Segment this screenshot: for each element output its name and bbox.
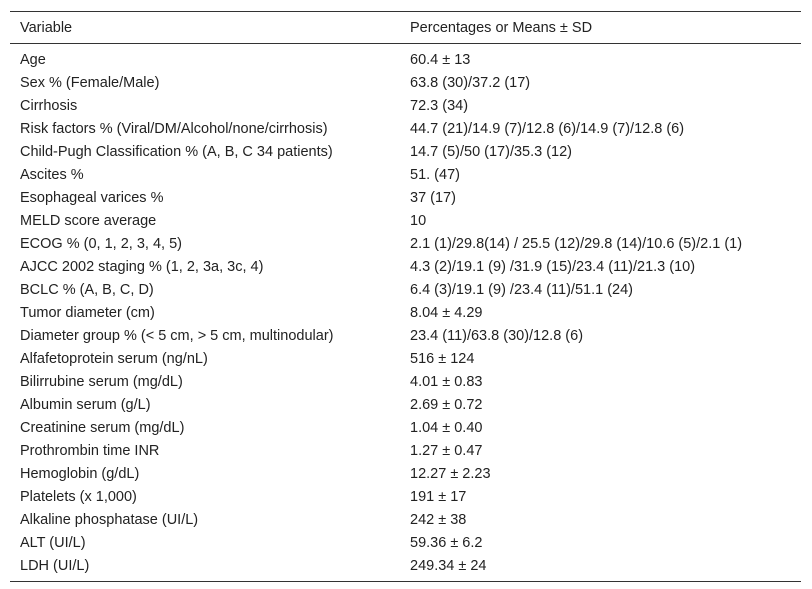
cell-variable: AJCC 2002 staging % (1, 2, 3a, 3c, 4) <box>20 258 264 275</box>
cell-variable: MELD score average <box>20 212 157 229</box>
table-row <box>10 278 801 301</box>
cell-value: 72.3 (34) <box>410 97 469 114</box>
table-row <box>10 209 801 232</box>
cell-variable: Bilirrubine serum (mg/dL) <box>20 373 183 390</box>
table-row <box>10 140 801 163</box>
cell-variable: ECOG % (0, 1, 2, 3, 4, 5) <box>20 235 182 252</box>
table-row <box>10 301 801 324</box>
table-row <box>10 71 801 94</box>
cell-variable: Prothrombin time INR <box>20 442 160 459</box>
cell-variable: Tumor diameter (cm) <box>20 304 155 321</box>
cell-variable: Risk factors % (Viral/DM/Alcohol/none/cirrhosis) <box>20 120 328 137</box>
cell-value: 6.4 (3)/19.1 (9) /23.4 (11)/51.1 (24) <box>410 281 633 298</box>
column-header-value: Percentages or Means ± SD <box>410 19 593 36</box>
cell-value: 249.34 ± 24 <box>410 557 487 574</box>
table-row <box>10 393 801 416</box>
cell-value: 4.3 (2)/19.1 (9) /31.9 (15)/23.4 (11)/21.3 (10) <box>410 258 696 275</box>
cell-value: 1.04 ± 0.40 <box>410 419 483 436</box>
table-header <box>10 12 801 44</box>
cell-value: 516 ± 124 <box>410 350 475 367</box>
cell-variable: Creatinine serum (mg/dL) <box>20 419 185 436</box>
cell-variable: Ascites % <box>20 166 84 183</box>
cell-value: 12.27 ± 2.23 <box>410 465 491 482</box>
table-row <box>10 508 801 531</box>
cell-value: 37 (17) <box>410 189 456 206</box>
cell-variable: Sex % (Female/Male) <box>20 74 160 91</box>
cell-value: 2.1 (1)/29.8(14) / 25.5 (12)/29.8 (14)/10.6 (5)/2.1 (1) <box>410 235 743 252</box>
table-row <box>10 439 801 462</box>
table-row <box>10 232 801 255</box>
cell-variable: BCLC % (A, B, C, D) <box>20 281 154 298</box>
cell-value: 14.7 (5)/50 (17)/35.3 (12) <box>410 143 573 160</box>
column-header-variable: Variable <box>20 19 73 36</box>
table-row <box>10 117 801 140</box>
header-row <box>10 12 801 44</box>
cell-value: 51. (47) <box>410 166 460 183</box>
cell-variable: Alkaline phosphatase (UI/L) <box>20 511 199 528</box>
table-row <box>10 554 801 582</box>
cell-value: 44.7 (21)/14.9 (7)/12.8 (6)/14.9 (7)/12.8 (6) <box>410 120 685 137</box>
cell-variable: Alfafetoprotein serum (ng/nL) <box>20 350 208 367</box>
cell-value: 10 <box>410 212 427 229</box>
cell-value: 60.4 ± 13 <box>410 51 471 68</box>
patient-characteristics-table <box>10 11 801 582</box>
cell-variable: Cirrhosis <box>20 97 78 114</box>
table-row <box>10 485 801 508</box>
cell-variable: Age <box>20 51 46 68</box>
data-table-container <box>10 11 801 582</box>
table-row <box>10 44 801 72</box>
table-row <box>10 416 801 439</box>
cell-variable: LDH (UI/L) <box>20 557 90 574</box>
cell-variable: Esophageal varices % <box>20 189 164 206</box>
table-row <box>10 255 801 278</box>
table-row <box>10 531 801 554</box>
table-row <box>10 347 801 370</box>
table-row <box>10 370 801 393</box>
cell-value: 23.4 (11)/63.8 (30)/12.8 (6) <box>410 327 584 344</box>
cell-variable: Platelets (x 1,000) <box>20 488 137 505</box>
table-row <box>10 163 801 186</box>
table-row <box>10 324 801 347</box>
table-row <box>10 94 801 117</box>
cell-value: 4.01 ± 0.83 <box>410 373 483 390</box>
table-row <box>10 462 801 485</box>
cell-value: 8.04 ± 4.29 <box>410 304 483 321</box>
table-row <box>10 186 801 209</box>
cell-value: 59.36 ± 6.2 <box>410 534 483 551</box>
cell-value: 1.27 ± 0.47 <box>410 442 483 459</box>
cell-value: 191 ± 17 <box>410 488 467 505</box>
table-body <box>10 44 801 582</box>
cell-value: 63.8 (30)/37.2 (17) <box>410 74 531 91</box>
cell-variable: ALT (UI/L) <box>20 534 86 551</box>
cell-value: 2.69 ± 0.72 <box>410 396 483 413</box>
cell-variable: Child-Pugh Classification % (A, B, C 34 patients) <box>20 143 333 160</box>
cell-variable: Hemoglobin (g/dL) <box>20 465 140 482</box>
cell-variable: Albumin serum (g/L) <box>20 396 151 413</box>
cell-variable: Diameter group % (< 5 cm, > 5 cm, multinodular) <box>20 327 334 344</box>
cell-value: 242 ± 38 <box>410 511 467 528</box>
